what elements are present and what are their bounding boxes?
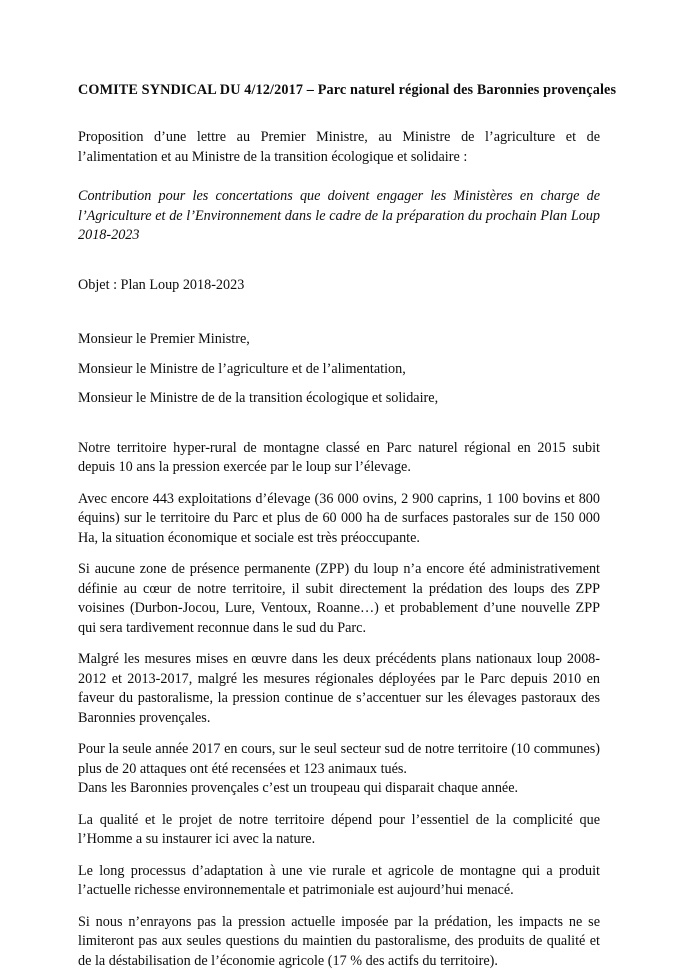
salutation-line-2: Monsieur le Ministre de l’agriculture et de l’alimentation, <box>78 360 600 380</box>
body-paragraph-1: Notre territoire hyper-rural de montagne classé en Parc naturel régional en 2015 subit depuis 10 ans la pression exercée par le loup sur l’élevage. <box>78 439 600 478</box>
body-paragraph-attacks: Pour la seule année 2017 en cours, sur le seul secteur sud de notre territoire (10 communes) plus de 20 attaques ont été recensées et 123 animaux tués. <box>78 740 600 779</box>
spacer <box>78 638 600 650</box>
spacer <box>78 379 600 389</box>
spacer <box>78 799 600 811</box>
spacer <box>78 548 600 560</box>
body-paragraph-2: Avec encore 443 exploitations d’élevage (36 000 ovins, 2 900 caprins, 1 100 bovins et 800 équins) sur le territoire du Parc et plus de 60 000 ha de surfaces pastorales sur de 150 000 Ha, la situation économique et sociale est très préoccupante. <box>78 490 600 549</box>
spacer <box>78 901 600 913</box>
body-paragraph-impacts: Si nous n’enrayons pas la pression actuelle imposée par la prédation, les impacts ne se limiteront pas aux seules questions du maintien du pastoralisme, des produits de qualité et de la déstabilisation de l’économie agricole (17 % des actifs du territoire). <box>78 913 600 971</box>
spacer <box>78 99 600 128</box>
spacer <box>78 728 600 740</box>
body-paragraph-herd-loss: Dans les Baronnies provençales c’est un troupeau qui disparait chaque année. <box>78 779 600 799</box>
salutation-line-3: Monsieur le Ministre de de la transition écologique et solidaire, <box>78 389 600 409</box>
page-title: COMITE SYNDICAL DU 4/12/2017 – Parc naturel régional des Baronnies provençales <box>78 0 600 99</box>
body-paragraph-4: Malgré les mesures mises en œuvre dans les deux précédents plans nationaux loup 2008-2012 et 2013-2017, malgré les mesures régionales déployées par le Parc depuis 2010 en faveur du pastoralisme, la pression continue de s’accentuer sur les élevages pastoraux des Baronnies provençales. <box>78 650 600 728</box>
body-paragraph-quality: La qualité et le projet de notre territoire dépend pour l’essentiel de la complicité que l’Homme a su instaurer ici avec la nature. <box>78 811 600 850</box>
intro-paragraph: Proposition d’une lettre au Premier Ministre, au Ministre de l’agriculture et de l’alimentation et au Ministre de la transition écologique et solidaire : <box>78 128 600 167</box>
spacer <box>78 246 600 276</box>
body-paragraph-3: Si aucune zone de présence permanente (ZPP) du loup n’a encore été administrativement définie au cœur de notre territoire, il subit directement la prédation des loups des ZPP voisines (Durbon-Jocou, Lure, Ventoux, Roanne…) et probablement d’une nouvelle ZPP qui sera tardivement reconnue dans le sud du Parc. <box>78 560 600 638</box>
spacer <box>78 167 600 187</box>
spacer <box>78 350 600 360</box>
body-paragraph-adaptation: Le long processus d’adaptation à une vie rurale et agricole de montagne qui a produit l’actuelle richesse environnementale et patrimoniale est aujourd’hui menacé. <box>78 862 600 901</box>
spacer <box>78 409 600 439</box>
subject-italic-paragraph: Contribution pour les concertations que doivent engager les Ministères en charge de l’Agriculture et de l’Environnement dans le cadre de la préparation du prochain Plan Loup 2018-2023 <box>78 187 600 246</box>
objet-line: Objet : Plan Loup 2018-2023 <box>78 276 600 296</box>
spacer <box>78 850 600 862</box>
spacer <box>78 478 600 490</box>
salutation-line-1: Monsieur le Premier Ministre, <box>78 330 600 350</box>
spacer <box>78 295 600 330</box>
document-text-column <box>78 0 600 971</box>
